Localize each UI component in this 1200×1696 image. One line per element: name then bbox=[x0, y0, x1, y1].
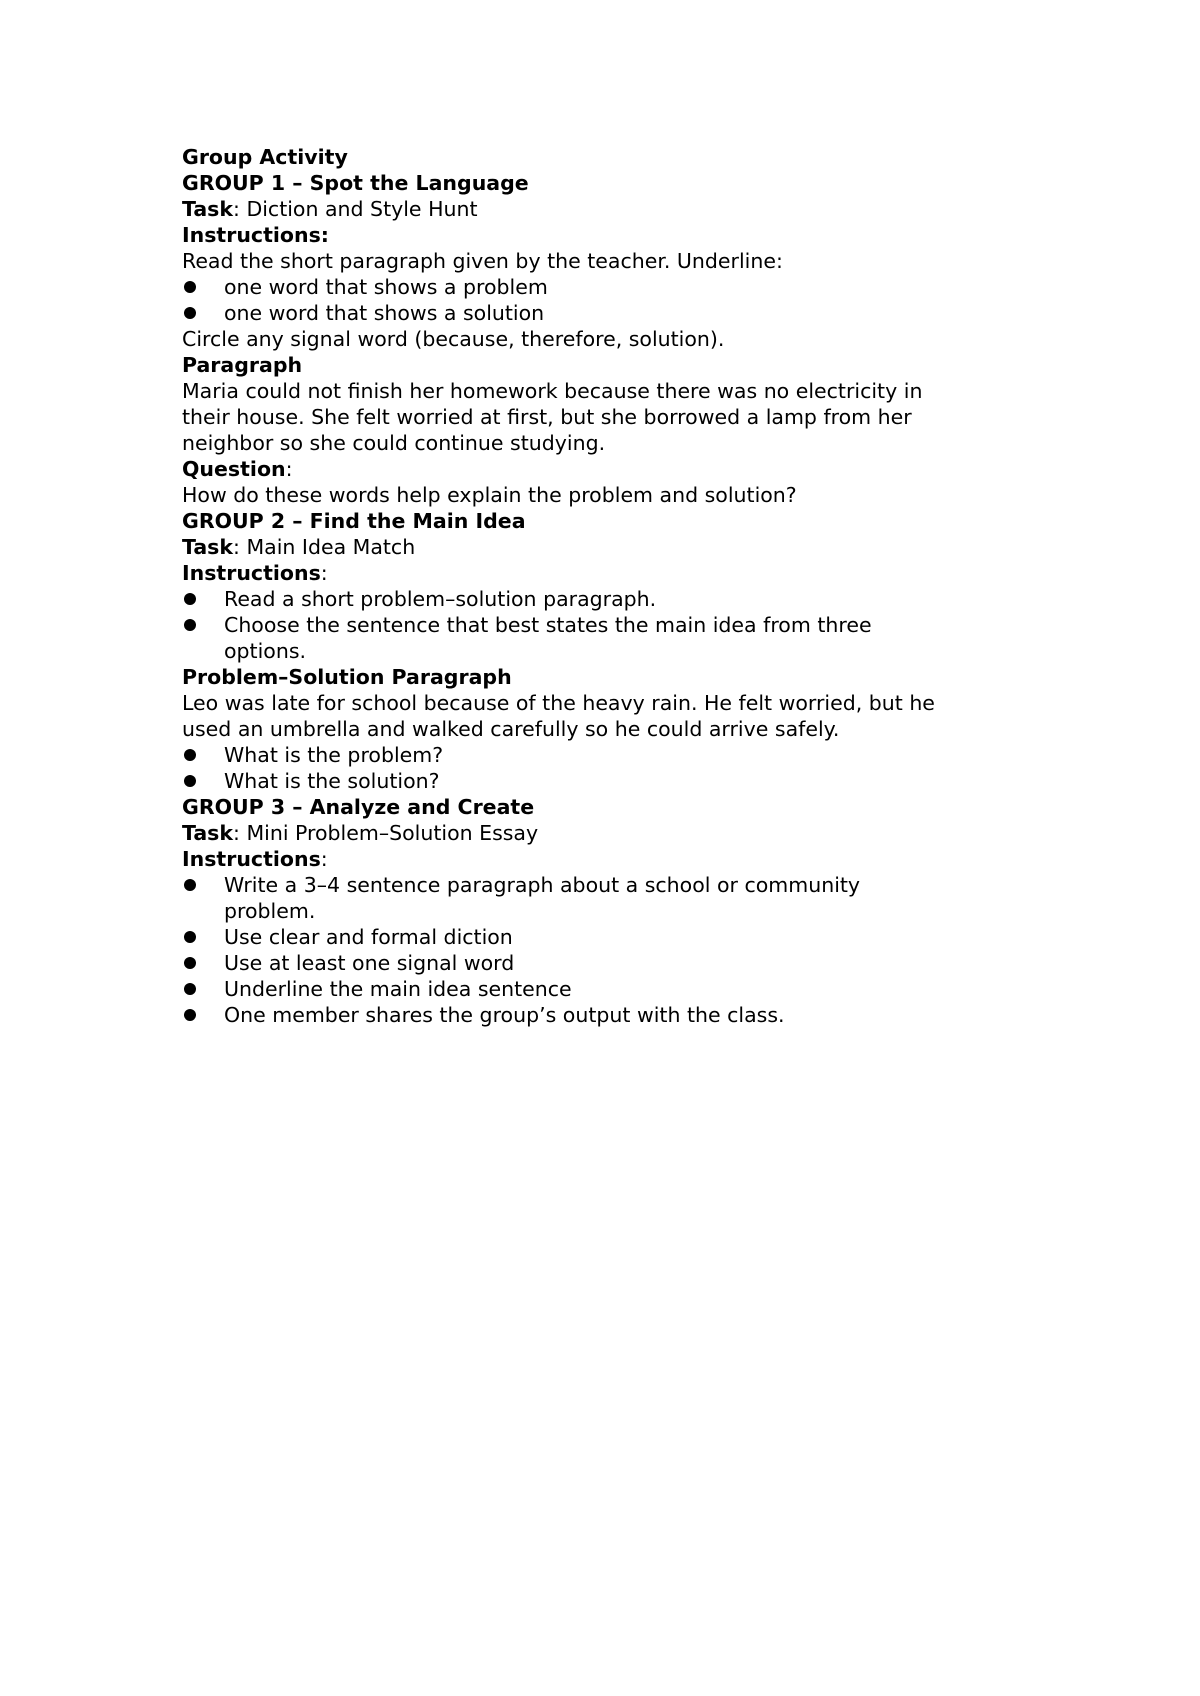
bullet-icon bbox=[184, 1009, 196, 1021]
bullet-icon bbox=[184, 593, 196, 605]
list-item bbox=[182, 1002, 1022, 1028]
group1-instructions-label: Instructions: bbox=[182, 223, 329, 247]
instructions-colon: : bbox=[320, 561, 328, 585]
list-item bbox=[182, 742, 1022, 768]
group1-circle-text: Circle any signal word (because, therefore, solution). bbox=[182, 327, 725, 351]
list-item-text: One member shares the group’s output with the class. bbox=[224, 1003, 785, 1027]
list-item-text: one word that shows a solution bbox=[224, 301, 545, 325]
list-item bbox=[182, 300, 1022, 326]
paragraph-line: Leo was late for school because of the heavy rain. He felt worried, but he bbox=[182, 691, 935, 715]
group1-question-text: How do these words help explain the problem and solution? bbox=[182, 483, 797, 507]
paragraph-line: neighbor so she could continue studying. bbox=[182, 431, 606, 455]
list-item-text: What is the problem? bbox=[224, 743, 444, 767]
group2-heading: GROUP 2 – Find the Main Idea bbox=[182, 509, 526, 533]
list-item bbox=[182, 612, 944, 664]
paragraph-line: their house. She felt worried at first, but she borrowed a lamp from her bbox=[182, 405, 912, 429]
question-colon: : bbox=[285, 457, 293, 481]
bullet-icon bbox=[184, 983, 196, 995]
task-label: Task bbox=[182, 535, 234, 559]
list-item bbox=[182, 274, 1022, 300]
instructions-label: Instructions bbox=[182, 847, 321, 871]
task-text: : Diction and Style Hunt bbox=[233, 197, 478, 221]
group1-instructions-text: Read the short paragraph given by the teacher. Underline: bbox=[182, 249, 783, 273]
document-page bbox=[182, 144, 1022, 1028]
task-text: : Main Idea Match bbox=[233, 535, 416, 559]
task-label: Task bbox=[182, 821, 234, 845]
bullet-icon bbox=[184, 775, 196, 787]
list-item bbox=[182, 586, 1022, 612]
paragraph-line: used an umbrella and walked carefully so he could arrive safely. bbox=[182, 717, 840, 741]
list-item bbox=[182, 976, 1022, 1002]
group3-task bbox=[182, 820, 1022, 846]
task-label: Task bbox=[182, 197, 234, 221]
list-item-text: one word that shows a problem bbox=[224, 275, 548, 299]
list-item-text: Choose the sentence that best states the main idea from three options. bbox=[224, 613, 872, 663]
list-item bbox=[182, 924, 1022, 950]
list-item bbox=[182, 950, 1022, 976]
list-item-text: Use at least one signal word bbox=[224, 951, 515, 975]
bullet-icon bbox=[184, 619, 196, 631]
bullet-icon bbox=[184, 931, 196, 943]
group3-instructions-label bbox=[182, 846, 1022, 872]
question-label: Question bbox=[182, 457, 286, 481]
bullet-icon bbox=[184, 281, 196, 293]
list-item-text: What is the solution? bbox=[224, 769, 440, 793]
list-item bbox=[182, 872, 944, 924]
bullet-icon bbox=[184, 307, 196, 319]
list-item-text: Underline the main idea sentence bbox=[224, 977, 572, 1001]
group2-instructions-label bbox=[182, 560, 1022, 586]
group1-heading: GROUP 1 – Spot the Language bbox=[182, 171, 529, 195]
instructions-colon: : bbox=[320, 847, 328, 871]
instructions-label: Instructions bbox=[182, 561, 321, 585]
paragraph-line: Maria could not finish her homework because there was no electricity in bbox=[182, 379, 923, 403]
bullet-icon bbox=[184, 749, 196, 761]
list-item bbox=[182, 768, 1022, 794]
group1-paragraph-label: Paragraph bbox=[182, 353, 303, 377]
list-item-text: Use clear and formal diction bbox=[224, 925, 513, 949]
bullet-icon bbox=[184, 879, 196, 891]
document-title: Group Activity bbox=[182, 145, 348, 169]
group1-task bbox=[182, 196, 1022, 222]
group2-paragraph-label: Problem–Solution Paragraph bbox=[182, 665, 512, 689]
bullet-icon bbox=[184, 957, 196, 969]
task-text: : Mini Problem–Solution Essay bbox=[233, 821, 539, 845]
list-item-text: Read a short problem–solution paragraph. bbox=[224, 587, 657, 611]
list-item-text: Write a 3–4 sentence paragraph about a school or community problem. bbox=[224, 873, 861, 923]
group2-task bbox=[182, 534, 1022, 560]
group1-question-label bbox=[182, 456, 1022, 482]
group3-heading: GROUP 3 – Analyze and Create bbox=[182, 795, 535, 819]
